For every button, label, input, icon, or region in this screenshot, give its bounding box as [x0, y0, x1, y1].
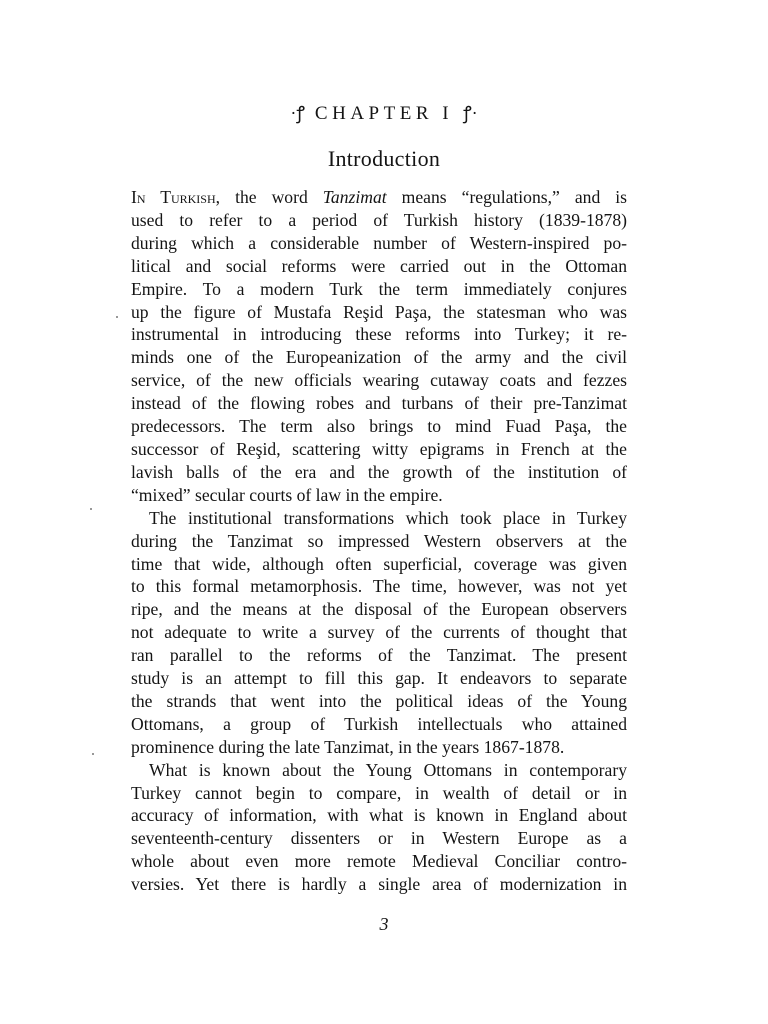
tanzimat-term: Tanzimat	[322, 187, 387, 207]
paragraph-line: not adequate to write a survey of the currents of thought that	[131, 622, 627, 643]
lead-smallcaps: In Turkish	[131, 187, 216, 207]
paragraph-line: prominence during the late Tanzimat, in the years 1867-1878.	[131, 736, 565, 757]
paragraph-line: whole about even more remote Medieval Conciliar contro-	[131, 851, 627, 872]
body-text	[131, 186, 627, 896]
chapter-label: CHAPTER I	[314, 103, 454, 124]
paragraph-line: time that wide, although often superficial, coverage was given	[131, 553, 627, 574]
paragraph-line: Turkey cannot begin to compare, in wealth of detail or in	[131, 782, 627, 803]
paragraph-line: up the figure of Mustafa Reşid Paşa, the statesman who was	[131, 301, 627, 322]
paragraph-1	[131, 186, 627, 507]
scan-speck	[90, 508, 92, 510]
paragraph-line: versies. Yet there is hardly a single area of modernization in	[131, 874, 627, 895]
left-ornament-icon: ·ꝭ	[290, 103, 305, 123]
paragraph-line: service, of the new officials wearing cutaway coats and fezzes	[131, 370, 627, 391]
paragraph-line: “mixed” secular courts of law in the empire.	[131, 484, 443, 505]
chapter-title: Introduction	[327, 146, 441, 171]
paragraph-line: successor of Reşid, scattering witty epigrams in French at the	[131, 438, 627, 459]
paragraph-line: litical and social reforms were carried out in the Ottoman	[131, 255, 627, 276]
paragraph-line: What is known about the Young Ottomans in contemporary	[149, 759, 627, 780]
lead-text: , the word	[215, 187, 323, 207]
right-ornament-icon: ꝭ·	[463, 103, 478, 123]
paragraph-line: during the Tanzimat so impressed Western observers at the	[131, 530, 627, 551]
paragraph-line: to this formal metamorphosis. The time, however, was not yet	[131, 576, 627, 597]
paragraph-line: ran parallel to the reforms of the Tanzimat. The present	[131, 645, 627, 666]
paragraph-line: ripe, and the means at the disposal of the European observers	[131, 599, 627, 620]
paragraph-line: the strands that went into the political ideas of the Young	[131, 690, 627, 711]
paragraph-3	[131, 759, 627, 896]
paragraph-line: used to refer to a period of Turkish history (1839-1878)	[131, 209, 627, 230]
paragraph-line: seventeenth-century dissenters or in Western Europe as a	[131, 828, 627, 849]
paragraph-line: instead of the flowing robes and turbans of their pre-Tanzimat	[131, 393, 627, 414]
paragraph-line: study is an attempt to fill this gap. It endeavors to separate	[131, 668, 627, 689]
scan-speck	[92, 753, 94, 755]
paragraph-line: instrumental in introducing these reforms into Turkey; it re-	[131, 324, 627, 345]
paragraph-line: during which a considerable number of Western-inspired po-	[131, 232, 627, 253]
paragraph-line: lavish balls of the era and the growth of the institution of	[131, 461, 627, 482]
paragraph-line: Empire. To a modern Turk the term immediately conjures	[131, 278, 627, 299]
scan-speck	[116, 316, 118, 318]
lead-tail: means “regulations,” and is	[386, 187, 628, 207]
paragraph-line: predecessors. The term also brings to mind Fuad Paşa, the	[131, 416, 627, 437]
paragraph-line	[131, 186, 627, 209]
page-number: 3	[379, 914, 389, 934]
chapter-heading	[0, 99, 768, 128]
paragraph-2	[131, 507, 627, 759]
paragraph-line: The institutional transformations which took place in Turkey	[149, 507, 627, 528]
paragraph-line: minds one of the Europeanization of the army and the civil	[131, 347, 627, 368]
paragraph-line: accuracy of information, with what is known in England about	[131, 805, 627, 826]
paragraph-line: Ottomans, a group of Turkish intellectuals who attained	[131, 713, 627, 734]
